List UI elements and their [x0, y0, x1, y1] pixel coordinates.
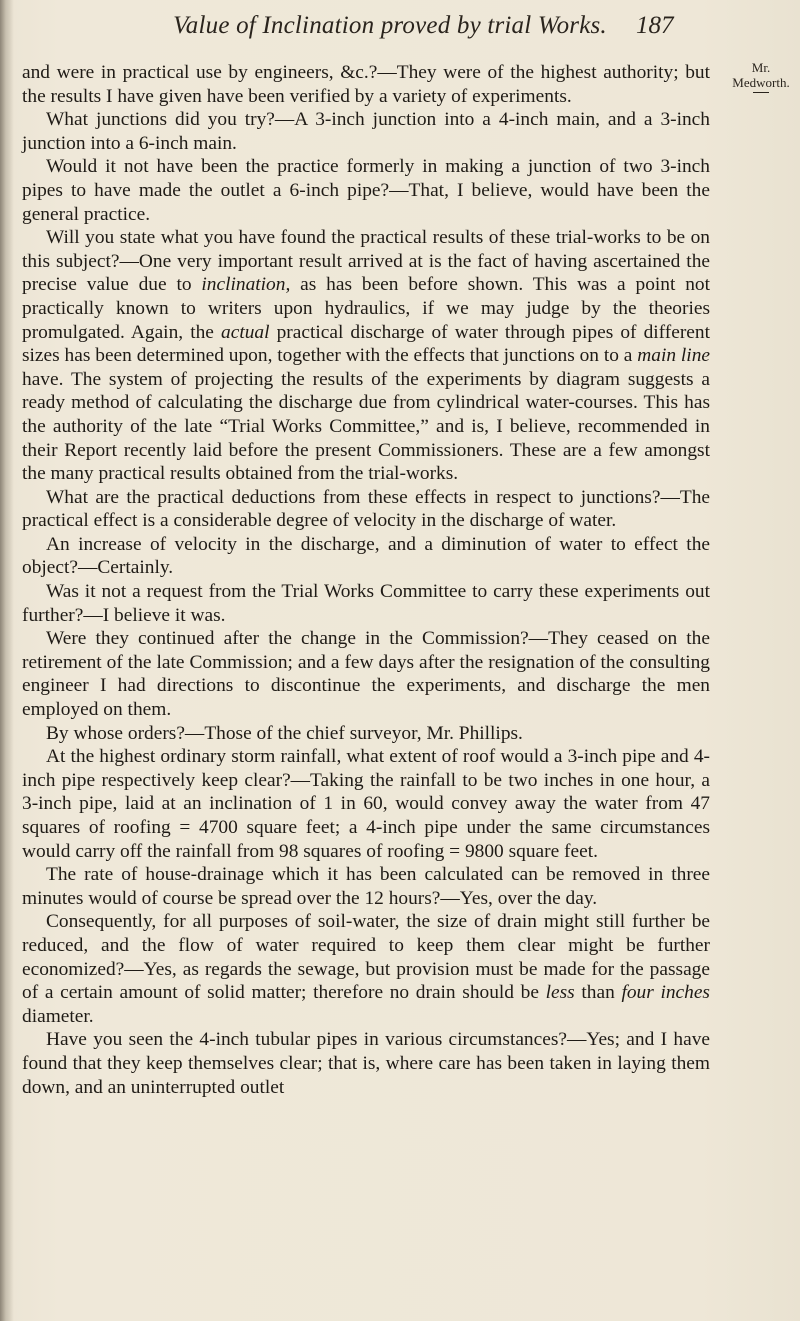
- paragraph: Was it not a request from the Trial Works Committee to carry these experiments out further?—I believe it was.: [22, 581, 710, 626]
- body-text: [22, 61, 710, 1099]
- page-number: 187: [636, 12, 674, 39]
- margin-note-line2: Medworth.: [732, 75, 790, 90]
- paragraph: By whose orders?—Those of the chief surveyor, Mr. Phillips.: [46, 722, 523, 744]
- margin-speaker-note: [730, 60, 792, 93]
- binding-gutter-shadow: [0, 0, 14, 1321]
- italic-term: less: [545, 982, 575, 1004]
- paragraph: Would it not have been the practice formerly in making a junction of two 3-inch pipes to have made the outlet a 6-inch pipe?—That, I believe, would have been the general practice.: [22, 156, 710, 225]
- paragraph-text: than: [574, 982, 622, 1004]
- paragraph: What junctions did you try?—A 3-inch junction into a 4-inch main, and a 3-inch junction into a 6-inch main.: [22, 109, 710, 154]
- running-title: Value of Inclination proved by trial Works.: [173, 12, 607, 39]
- paragraph: What are the practical deductions from these effects in respect to junctions?—The practical effect is a considerable degree of velocity in the discharge of water.: [22, 486, 710, 532]
- paragraph-text: diameter.: [22, 1005, 94, 1027]
- paragraph-text: Will you state what you have found the practical results of these trial-works to be on this subject?—One very important result arrived at is the fact of having ascertained the precise value due to: [22, 227, 710, 296]
- paragraph-text: as has been before shown. This was a point not practically known to writers upon hydraulics, if we may judge by the theories promulgated. Again, the: [22, 274, 711, 343]
- paragraph-text: Consequently, for all purposes of soil-water, the size of drain might still further be reduced, and the flow of water required to keep them clear might be further economized?—Yes, as regards the sewage, but provision must be made for the passage of a certain amount of solid matter; therefore no drain should be: [22, 911, 710, 1004]
- paragraph: At the highest ordinary storm rainfall, what extent of roof would a 3-inch pipe and 4-inch pipe respectively keep clear?—Taking the rainfall to be two inches in one hour, a 3-inch pipe, laid at an inclination of 1 in 60, would convey away the water from 47 squares of roofing = 4700 square feet; a 4-inch pipe under the same circumstances would carry off the rainfall from 98 squares of roofing = 9800 square feet.: [22, 746, 710, 862]
- paragraph: Have you seen the 4-inch tubular pipes in various circumstances?—Yes; and I have found that they keep themselves clear; that is, where care has been taken in laying them down, and an uninterrupted outlet: [22, 1029, 710, 1098]
- italic-term: four inches: [621, 982, 710, 1004]
- margin-note-line1: Mr.: [751, 60, 771, 75]
- paragraph: [22, 910, 710, 1028]
- italic-term: inclination,: [201, 274, 291, 296]
- italic-term: actual: [221, 321, 270, 343]
- paragraph-text: have. The system of projecting the results of the experiments by diagram suggests a ready method of calculating the discharge due from cylindrical water-courses. This has the authority of the late “Trial Works Committee,” and is, I believe, recommended in their Report recently laid before the present Commissioners. These are a few amongst the many practical results obtained from the trial-works.: [22, 368, 710, 485]
- paragraph: Were they continued after the change in the Commission?—They ceased on the retirement of the late Commission; and a few days after the resignation of the consulting engineer I had directions to discontinue the experiments, and discharge the men employed on them.: [22, 628, 710, 721]
- paragraph: The rate of house-drainage which it has been calculated can be removed in three minutes would of course be spread over the 12 hours?—Yes, over the day.: [22, 864, 710, 909]
- paragraph: An increase of velocity in the discharge, and a diminution of water to effect the object?—Certainly.: [22, 533, 710, 579]
- italic-term: main line: [637, 345, 710, 367]
- paragraph: and were in practical use by engineers, &c.?—They were of the highest authority; but the results I have given have been verified by a variety of experiments.: [22, 62, 710, 107]
- paragraph: [22, 226, 710, 486]
- paragraph-text: practical discharge of water through pipes of different sizes has been determined upon, together with the effects that junctions on to a: [22, 321, 710, 367]
- margin-note-rule: [753, 92, 769, 93]
